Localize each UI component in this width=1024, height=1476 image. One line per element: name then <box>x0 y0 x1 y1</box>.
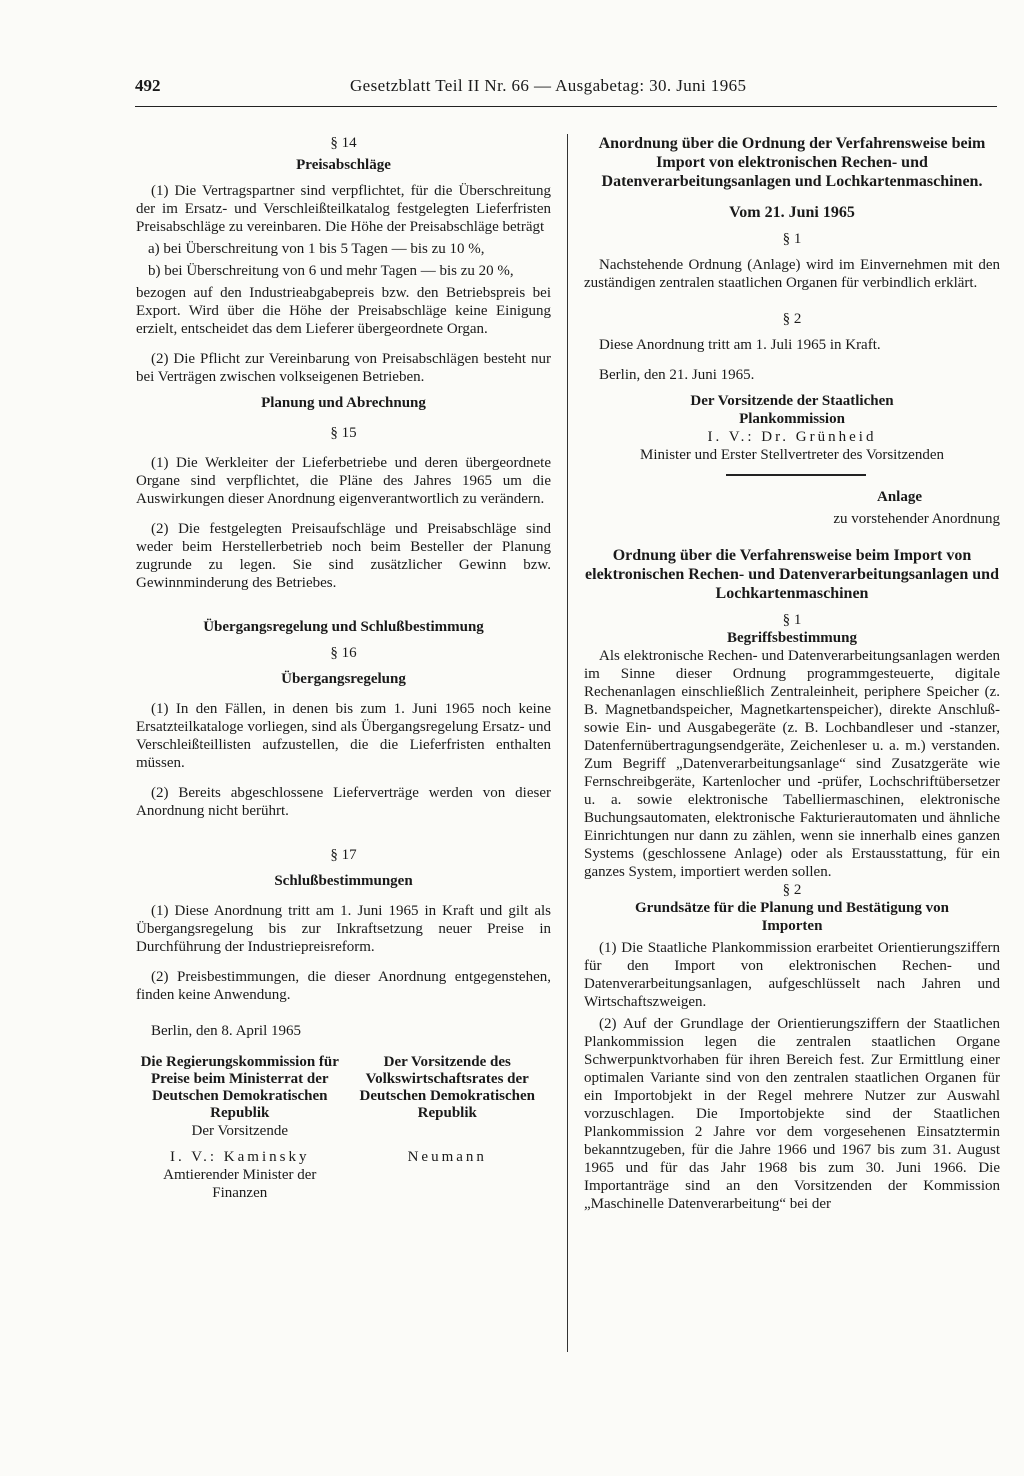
separator-rule <box>726 474 866 476</box>
section-16-title: Übergangsregelung <box>281 671 406 687</box>
left-column <box>136 134 551 1202</box>
ordnung-section-2-number: § 2 <box>782 881 802 898</box>
section-14-title: Preisabschläge <box>296 157 391 173</box>
page-header <box>135 76 997 107</box>
place-date: Berlin, den 8. April 1965 <box>151 1023 301 1039</box>
section-17-number: § 17 <box>330 847 357 863</box>
signature-block-2 <box>344 1054 552 1202</box>
planung-heading: Planung und Abrechnung <box>261 395 426 411</box>
ordnung-section-1-para: Als elektronische Rechen- und Datenverarbeitungsanlagen werden im Sinne dieser Ordnung programmgesteuerte, digitale Rechenanlagen einschließlich Zentraleinheit, periphere Speicher (z. B. Magnetbandspeicher, Magnetkartenspeicher), direkte Anschluß- sowie Ein- und Ausgabegeräte (z. B. Lochbandleser und -stanzer, Datenfernübertragungsendgeräte, Zeichenleser u. a. m.) verstanden. Zum Begriff „Datenverarbeitungsanlage“ sind Zusatzgeräte wie Fernschreibgeräte, Kartenlocher und -prüfer, Lochschriftübersetzer u. a. sowie elektronische Tabelliermaschinen, elektronische Buchungsautomaten, elektronische Fakturierautomaten und ähnliche Einrichtungen nur dann zu zählen, wenn sie innerhalb eines ganzen Systems (geschlossene Anlage) oder als Erstausstattung, für ein ganzes System, importiert werden sollen. <box>584 647 1000 880</box>
section-14-para-1-end: bezogen auf den Industrieabgabepreis bzw. den Betriebspreis bei Export. Wird über die Höhe der Preisabschläge keine Einigung erzielt, entscheidet das dem Lieferer übergeordnete Organ. <box>136 285 551 337</box>
section-14-number: § 14 <box>330 135 357 151</box>
anordnung-title: Anordnung über die Ordnung der Verfahrensweise beim Import von elektronischen Rechen- und Datenverarbeitungsanlagen und Lochkartenmaschinen. <box>598 135 986 190</box>
section-17-title: Schlußbestimmungen <box>274 873 413 889</box>
section-15-para-1: (1) Die Werkleiter der Lieferbetriebe und deren übergeordnete Organe sind verpflichtet, die Pläne des Jahres 1965 um die Auswirkungen dieser Anordnung eigenverantwortlich zu verändern. <box>136 455 551 507</box>
section-16-para-2: (2) Bereits abgeschlossene Lieferverträge werden von dieser Anordnung nicht berührt. <box>136 785 551 819</box>
section-15-para-2: (2) Die festgelegten Preisaufschläge und Preisabschläge sind weder beim Herstellerbetrieb noch beim Besteller der Planung zugrunde zu legen. Sie sind zusätzlicher Gewinn bzw. Gewinnminderung des Betriebes. <box>136 521 551 591</box>
anordnung-signature-name: I. V.: Dr. Grünheid <box>707 429 877 445</box>
ordnung-section-1-title: Begriffsbestimmung <box>727 629 857 646</box>
section-14-item-b: b) bei Überschreitung von 6 und mehr Tagen — bis zu 20 %, <box>148 263 514 279</box>
anordnung-section-1-number: § 1 <box>782 231 802 247</box>
anordnung-signature-org: Der Vorsitzende der Staatlichen Plankommission <box>690 393 894 427</box>
signature-1-role: Der Vorsitzende <box>191 1123 288 1139</box>
anlage-label: Anlage <box>877 488 922 505</box>
anordnung-signature-title: Minister und Erster Stellvertreter des Vorsitzenden <box>640 447 944 463</box>
section-16-para-1: (1) In den Fällen, in denen bis zum 1. Juni 1965 noch keine Ersatzteilkataloge vorliegen, sind als Übergangsregelung Ersatz- und Verschleißteillisten aufzustellen, die die Lieferfristen enthalten müssen. <box>136 701 551 771</box>
column-divider <box>567 134 568 1352</box>
ordnung-section-2-para-1: (1) Die Staatliche Plankommission erarbeitet Orientierungsziffern für den Import von elektronischen Rechen- und Datenverarbeitungsanlagen, aufgeschlüsselt nach Jahren und Wirtschaftszweigen. <box>584 939 1000 1010</box>
section-17-para-1: (1) Diese Anordnung tritt am 1. Juni 1965 in Kraft und gilt als Übergangsregelung bis zur Inkraftsetzung neuer Preise in Durchführung der Industriepreisreform. <box>136 903 551 955</box>
section-14-item-a: a) bei Überschreitung von 1 bis 5 Tagen — bis zu 10 %, <box>148 241 485 257</box>
ordnung-section-1-number: § 1 <box>782 611 802 628</box>
section-14-para-1: (1) Die Vertragspartner sind verpflichtet, für die Überschreitung der im Ersatz- und Verschleißteilkatalog festgelegten Lieferfristen Preisabschläge zu vereinbaren. Die Höhe der Preisabschläge beträgt <box>136 183 551 235</box>
section-17-para-2: (2) Preisbestimmungen, die dieser Anordnung entgegenstehen, finden keine Anwendung. <box>136 969 551 1003</box>
anordnung-section-1-para: Nachstehende Ordnung (Anlage) wird im Einvernehmen mit den zuständigen zentralen staatlichen Organen für verbindlich erklärt. <box>584 257 1000 291</box>
signature-1-organization: Die Regierungskommission für Preise beim Ministerrat der Deutschen Demokratischen Republik <box>140 1054 339 1121</box>
signature-2-name: Neumann <box>407 1149 487 1165</box>
signature-1-name: I. V.: Kaminsky <box>170 1149 310 1165</box>
ordnung-section-2-title: Grundsätze für die Planung und Bestätigung von Importen <box>635 899 949 934</box>
signature-1-title: Amtierender Minister der Finanzen <box>163 1167 317 1201</box>
ordnung-section-2-para-2: (2) Auf der Grundlage der Orientierungsziffern der Staatlichen Plankommission legen die zentralen staatlichen Organe Schwerpunktvorhaben für ihren Bereich fest. Zur Ermittlung einer optimalen Variante sind von den zentralen staatlichen Organen für ein Importobjekt in der Regel mehrere Nutzer zur Auswahl vorzuschlagen. Die Importobjekte sind der Staatlichen Plankommission 2 Jahre vor dem vorgesehenen Einsatztermin bekanntzugeben, für die Jahre 1966 und 1967 bis zum 31. August 1965 und für das Jahr 1968 bis zum 30. Juni 1966. Die Importanträge sind an den Vorsitzenden der Kommission „Maschinelle Datenverarbeitung“ bei der <box>584 1015 1000 1212</box>
right-column <box>584 134 1000 1213</box>
section-16-number: § 16 <box>330 645 357 661</box>
anordnung-place-date: Berlin, den 21. Juni 1965. <box>599 367 755 383</box>
section-15-number: § 15 <box>330 425 357 441</box>
signature-block-1 <box>136 1054 344 1202</box>
page-number: 492 <box>135 76 161 95</box>
section-14-para-2: (2) Die Pflicht zur Vereinbarung von Preisabschlägen besteht nur bei Verträgen zwischen volkseigenen Betrieben. <box>136 351 551 385</box>
anordnung-section-2-para: Diese Anordnung tritt am 1. Juli 1965 in Kraft. <box>599 337 881 353</box>
anordnung-date: Vom 21. Juni 1965 <box>729 204 855 221</box>
running-head: Gesetzblatt Teil II Nr. 66 — Ausgabetag: 30. Juni 1965 <box>350 76 747 95</box>
uebergang-heading: Übergangsregelung und Schlußbestimmung <box>203 619 484 635</box>
signature-row <box>136 1054 551 1202</box>
anordnung-section-2-number: § 2 <box>782 311 802 327</box>
anlage-subtitle: zu vorstehender Anordnung <box>833 510 1000 527</box>
signature-2-organization: Der Vorsitzende des Volkswirtschaftsrates der Deutschen Demokratischen Republik <box>359 1054 535 1121</box>
ordnung-title: Ordnung über die Verfahrensweise beim Import von elektronischen Rechen- und Datenverarbeitungsanlagen und Lochkartenmaschinen <box>585 546 999 602</box>
